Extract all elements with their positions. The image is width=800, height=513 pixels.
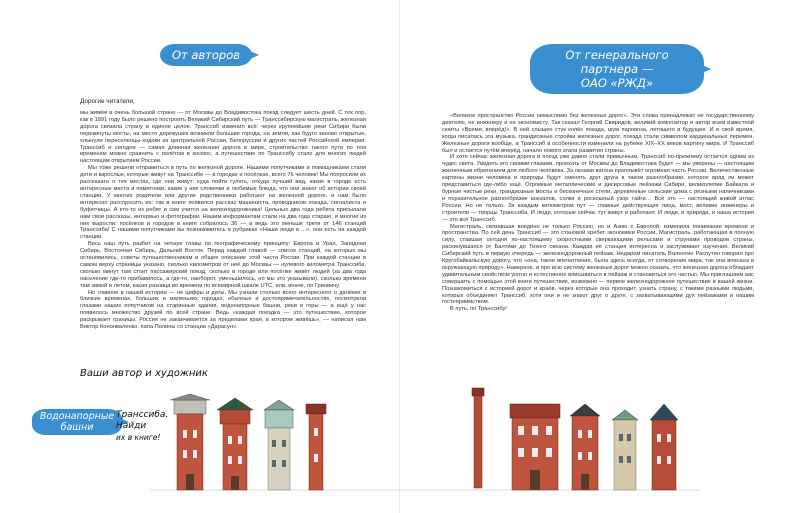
water-towers-note-line2: их в книге! <box>116 433 161 442</box>
from-partner-line2: ОАО «РЖД» <box>580 76 654 90</box>
water-tower-4 <box>306 404 326 490</box>
authors-signature: Ваши автор и художник <box>80 368 208 379</box>
partner-paragraph-4: В путь, по Транссибу! <box>450 306 507 313</box>
authors-paragraph-4: Но главное в нашей истории — не цифры и даты. Мы узнали столько всего интересного о далёких и близких временах, больших и маленьких городах, обычных и достопримечательностях, посмотрели глазами наших попутчиков на старинные здания, водонапорные башни, реки и горы — а ещё у нас появилось множество друзей по всей стране. Ведь «каждая поездка — это путешествие, которое раскрывает границы. Россия не заканчивается за пределами края, в котором живёшь», — написал нам Виктор Кононваленко, папа Полины со станции «Дарасун». <box>80 289 366 331</box>
water-towers-note-line1: Транссиба. Найди <box>116 410 169 431</box>
water-tower-7 <box>570 404 600 490</box>
authors-paragraph-1: мы живём в очень большой стране — от Москвы до Владивостока поезд следует шесть дней. С тех пор, как в 1891 году было решено построить Великий Сибирский путь — Транссибирскую магистраль, железная дорога связала страну в единое целое. Транссиб изменил всё: через крупнейшие реки Сибири были перекинуты мосты, на место деревушек возникли большие города, на земли, как будто заново открытые, хлынули переселенцы-ходоки из центральной России, Белоруссии и других частей Российской империи. Транссиб и сегодня — самая длинная железная дорога в мире, строительство такого пути по тем временам можно сравнить с полётом в космос, а путешествие по Транссибу стало для многих людей настоящим открытием России. <box>80 110 366 165</box>
partner-paragraph-3: Магистраль, связавшая воедино не только Россию, но и Азию с Европой, изменила понимание времени и пространства. По сей день Транссиб — это становой хребет экономики России. Магистраль, работающая в полную силу, ставшая сегодня по-настоящему скоростными сверкающими рельсами и струнами проводов страны, раскинувшаяся от Балтики до Тихого океана. Каждая её станция интересна и заслуживает изучения. Великий Сибирский путь в первую очередь — железнодорожный пейзаж. Недаром писатель Валентин Распутин говорил про Кругобайкальскую дорогу, что «она, такое впечатление, была здесь всегда, от сотворения мира, так она вписана в окружающую природу». Наверное, и про всю систему железных дорог можно сказать, что железная дорога обладает удивительным свойством уютно и естественно вписываться в пейзаж и становиться его частью. Мы приглашаем вас совершить с помощью этой книги путешествие, возможно — первое железнодорожное путешествие в вашей жизни. Познакомиться с историей дорог и краёв, через которые она проходит, узнать страну, с такими разными людьми, которых объединяет Транссиб, хотя они и не знают друг о друге, с захватывающими дух пейзажами и нашим гостеприимством. <box>442 223 754 306</box>
water-tower-6 <box>510 404 560 490</box>
greeting: Дорогие читатели, <box>80 98 135 105</box>
partner-paragraph-1: «Великое пространство России немыслимо без железных дорог». Эти слова принадлежат не государственному деятелю, не инженеру и не экономисту. Так сказал Георгий Свиридов, великий композитор и автор всем известной сюиты «Время, вперёд!». В ней слышен стук колёс поезда, шум паровоза, летящего в будущее. И в свой время, когда писалась эта музыка, грандиозные стройки железных дорог, поезда стали символом кардинальных перемен. Железные дороги вообще, а Транссиб в особенности изменили на рубеже XIX–XX веков картину мира. И Транссиб был и остаётся путём вперёд, начало нового этапа развития страны. <box>442 113 754 154</box>
authors-paragraph-2: Мы тоже решили отправиться в путь по железной дороге. Нашими попутчиками и помощниками стали дети и взрослые, которые живут на Транссибе — в городах и посёлках, всего 76 человек! Мы попросили их рассказать о тех местах, где они живут: куда пойти гулять, откуда лучший вид, какие в городе есть интересные места и памятники, какие у них словечки и любимые блюда, что они знают об истории своей станции. У многих родители или другие родственники работают на железной дороге, и нам было интересно расспросить их: так в книге появился рассказ машиниста, проводников поезда, сигналиста и буфетчицы. А кто-то из ребят и сам учится на железнодорожника! Цельных два года ребята присылали нам свои рассказы, интервью и фотографии. Нашим информантам стали на два года старше, и многие из них выросли: посёлков и городов в книге собралось 36 — а ведь это меньше трети от 146 станций Транссиба! С нашими попутчиками вы познакомитесь в рубриках «Наши люди в ...», они есть на каждой станции. <box>80 165 366 241</box>
water-tower-9 <box>650 404 678 490</box>
from-authors-header <box>160 44 252 66</box>
water-tower-8 <box>612 410 638 490</box>
water-tower-5 <box>472 388 484 488</box>
water-tower-1 <box>170 394 210 490</box>
authors-text <box>80 110 366 331</box>
from-partner-header <box>530 44 704 94</box>
water-towers-label-line1: Водонапорные башни <box>39 411 115 433</box>
partner-text <box>442 113 754 313</box>
water-towers-illustration <box>0 380 800 513</box>
authors-paragraph-3: Весь наш путь разбит на четыре главы по географическому принципу: Европа и Урал, Западная Сибирь, Восточная Сибирь, Дальний Восток. Перед каждой главой — список станций, на которых мы остановились, советы путешественникам и общее описание этой части России. При каждой станции в самом верху страницы указано, сколько километров от неё до Москвы — нулевого километра Транссиба, сколько минут там стоит пассажирский поезд, сколько в городе или посёлке живёт людей (за два года население где-то прибавилось, а где-то, наоборот, уменьшилось, но мы это указывали), сколько времени там зимой и летом, какая разница во времени по всемирной шкале UTC, или, иначе, по Гринвичу. <box>80 241 366 289</box>
water-tower-2 <box>217 398 253 490</box>
from-authors-text: От авторов <box>171 48 241 62</box>
from-partner-line1: От генерального партнера — <box>565 48 669 76</box>
water-tower-3 <box>264 400 294 490</box>
partner-paragraph-2: И хотя сейчас железная дорога и поезд уже давно стали привычным, Транссиб по-прежнему остаётся одним из чудес света. Увидеть его своими глазами, проехать от Москвы до Владивостока будет — мы уверены — настоящим жизненным обретением для любого человека. За окнами вагона проплывёт огромная часть России. Величественные картины жизни человека и природы будут сменять друг друга в таком разнообразии, которое вряд ли может представиться где-либо ещё. Огромные металлические и дисирсовые пейзажи Сибири, великолепие Байкала и бурные чистые реки, грандиозные мосты и бесконечные степи, деревянные сельские дома с резными наличниками и поразительное разнообразие вокзалов, солки и роскошный узор тайги… Всё это — настоящий живой атлас России. Но не только. За каждым километром пут — главные действующие лица, мост, великие инженеры и строители — творцы Транссиба. И люди, которые сейчас тут живут и работают. И люди, и природа, и наша история — это всё Транссиб. <box>442 154 754 223</box>
